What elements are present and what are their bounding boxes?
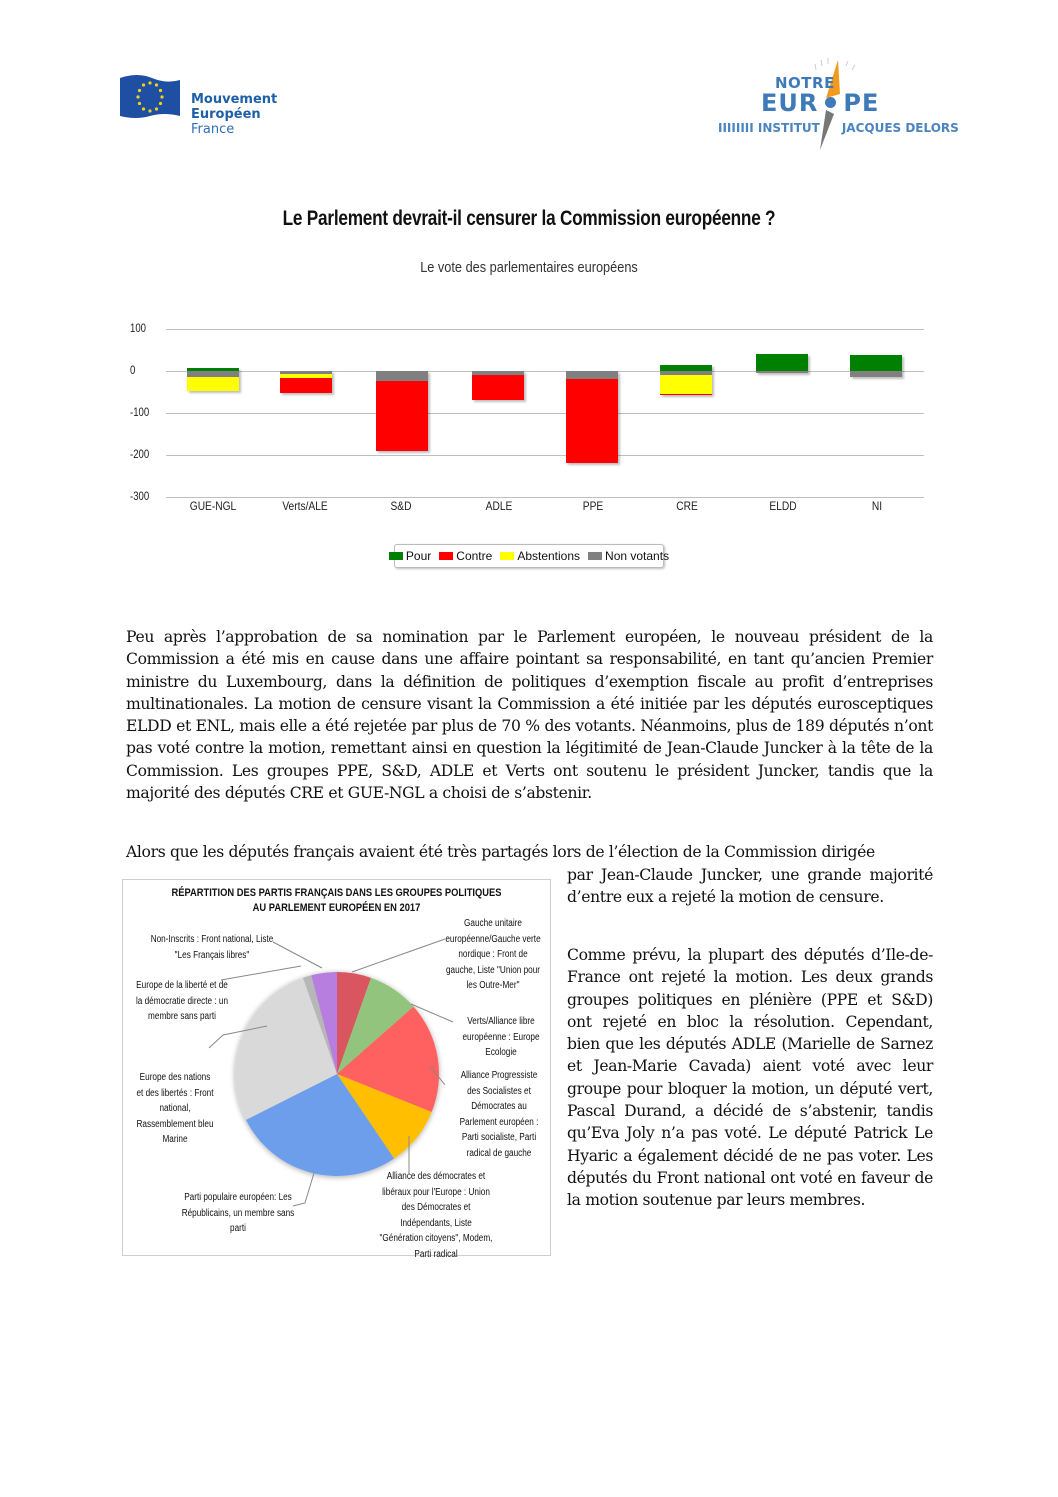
pie-title-line1: RÉPARTITION DES PARTIS FRANÇAIS DANS LES GROUPES POLITIQUES (171, 887, 502, 899)
chart-subtitle: Le vote des parlementaires européens (420, 259, 638, 276)
pie-label-adle: Alliance des démocrates et libéraux pour l'Europe : Union des Démocrates et Indépendants, Liste "Génération citoyens", Modem, Parti radical (379, 1171, 493, 1260)
pie-label-verts: Verts/Alliance libre européenne : Europe Ecologie (462, 1016, 540, 1058)
x-label: ELDD (769, 499, 797, 513)
swatch-icon (389, 552, 403, 560)
paragraph-intro: Peu après l’approbation de sa nomination par le Parlement européen, le nouveau président de la Commission a été mis en cause dans une affaire pointant sa responsabilité, en tant qu’ancien Premier ministre du Luxembourg, dans la définition de politiques d’exemption fiscale au profit d’entreprises multinationales. La motion de censure visant la Commission a été initiée par les députés eurosceptiques ELDD et ENL, mais elle a été rejetée par plus de 70 % des votants. Néanmoins, plus de 189 députés n’ont pas voté contre la motion, remettant ainsi en question la légitimité de Jean-Claude Juncker à la tête de la Commission. Les groupes PPE, S&D, ADLE et Verts ont soutenu le président Juncker, tandis que la majorité des députés CRE et GUE-NGL a choisi de s’abstenir. (126, 628, 933, 803)
x-axis (166, 497, 924, 498)
gridline (166, 455, 924, 456)
chart-legend (394, 544, 670, 568)
x-label: S&D (390, 499, 412, 513)
logo-notre: NOTRE (775, 74, 835, 92)
legend-item-abstentions (500, 549, 580, 563)
x-label: GUE-NGL (189, 499, 237, 513)
bar-segment (566, 371, 618, 379)
swatch-icon (439, 552, 453, 560)
vote-bar-chart (130, 315, 930, 515)
pie-label-gue: Gauche unitaire européenne/Gauche verte nordique : Front de gauche, Liste "Union pour les Outre-Mer" (445, 918, 541, 991)
bar-segment (756, 371, 808, 373)
logo-line-1: Mouvement (191, 92, 278, 107)
page-title: Le Parlement devrait-il censurer la Commission européenne ? (282, 207, 776, 230)
bar-segment (187, 377, 239, 391)
bar-segment (472, 375, 524, 400)
bar-segment (850, 355, 902, 371)
logo-dot-icon (825, 97, 836, 108)
x-label: CRE (676, 499, 698, 513)
legend-label: Pour (405, 549, 432, 563)
logo-institut-text: IIIIIIII INSTITUT (718, 121, 820, 135)
swatch-icon (500, 552, 514, 560)
mouvement-europeen-logo (118, 70, 298, 145)
bar-segment (376, 371, 428, 381)
pie-label-ppe: Parti populaire européen: Les Républicains, un membre sans parti (181, 1192, 295, 1234)
y-tick: -100 (130, 405, 150, 419)
legend-label: Abstentions (517, 549, 581, 563)
x-label: NI (871, 499, 883, 513)
logo-eur: EUR (761, 89, 819, 117)
bar-segment (850, 371, 902, 377)
logo-delors-text: JACQUES DELORS (841, 121, 959, 135)
eu-flag-icon (118, 72, 182, 122)
logo-line-3: France (191, 122, 235, 137)
y-tick: 0 (130, 363, 136, 377)
x-label: Verts/ALE (282, 499, 328, 513)
gridline (166, 413, 924, 414)
legend-label: Non votants (605, 549, 670, 563)
pie-title-line2: AU PARLEMENT EUROPÉEN EN 2017 (252, 902, 421, 914)
logo-europe (761, 89, 879, 117)
pie-label-ni: Non-Inscrits : Front national, Liste "Les Français libres" (150, 934, 274, 961)
logo-pe: PE (843, 89, 880, 117)
legend-item-pour (389, 549, 431, 563)
bar-segment (376, 381, 428, 451)
paragraph-3: Comme prévu, la plupart des députés d’Ile-de-France ont rejeté la motion. Les deux grands groupes politiques en plénière (PPE et S&D) ont rejeté en bloc la résolution. Cependant, bien que les députés ADLE (Marielle de Sarnez et Jean-Marie Cavada) aient voté avec leur groupe pour bloquer la motion, un député vert, Pascal Durand, a décidé de s’abstenir, tandis qu’Eva Joly n’a pas voté. Le député Patrick Le Hyaric a également décidé de ne pas voter. Les députés du Front national ont voté en faveur de la motion soutenue par leurs membres. (567, 946, 933, 1210)
legend-item-contre (439, 549, 492, 563)
y-tick: 100 (130, 321, 147, 335)
pie-chart-box (122, 879, 551, 1260)
legend-label: Contre (456, 549, 493, 563)
notre-europe-logo (718, 58, 959, 153)
y-tick: -300 (130, 489, 150, 503)
bar-segment (756, 354, 808, 371)
paragraph-2-rest: par Jean-Claude Juncker, une grande majorité d’entre eux a rejeté la motion de censure. (567, 866, 933, 907)
logo-line-2: Européen (191, 107, 261, 122)
pie-label-enl: Europe des nations et des libertés : Front national, Rassemblement bleu Marine (136, 1072, 214, 1145)
y-tick: -200 (130, 447, 150, 461)
swatch-icon (588, 552, 602, 560)
bar-segment (660, 394, 712, 395)
gridline (166, 329, 924, 330)
pie-label-eldd: Europe de la liberté et de la démocratie directe : un membre sans parti (135, 980, 229, 1022)
bar-segment (660, 375, 712, 394)
legend-item-non-votants (588, 549, 669, 563)
logo-institut (718, 121, 959, 135)
paragraph-2-first-line: Alors que les députés français avaient été très partagés lors de l’élection de la Commission dirigée (126, 843, 875, 861)
bar-segment (280, 378, 332, 393)
bar-segment (566, 379, 618, 463)
pie-label-sd: Alliance Progressiste des Socialistes et Démocrates au Parlement européen : Parti socialiste, Parti radical de gauche (459, 1070, 539, 1159)
logo-text (191, 92, 277, 137)
x-label: PPE (582, 499, 604, 513)
x-label: ADLE (485, 499, 513, 513)
